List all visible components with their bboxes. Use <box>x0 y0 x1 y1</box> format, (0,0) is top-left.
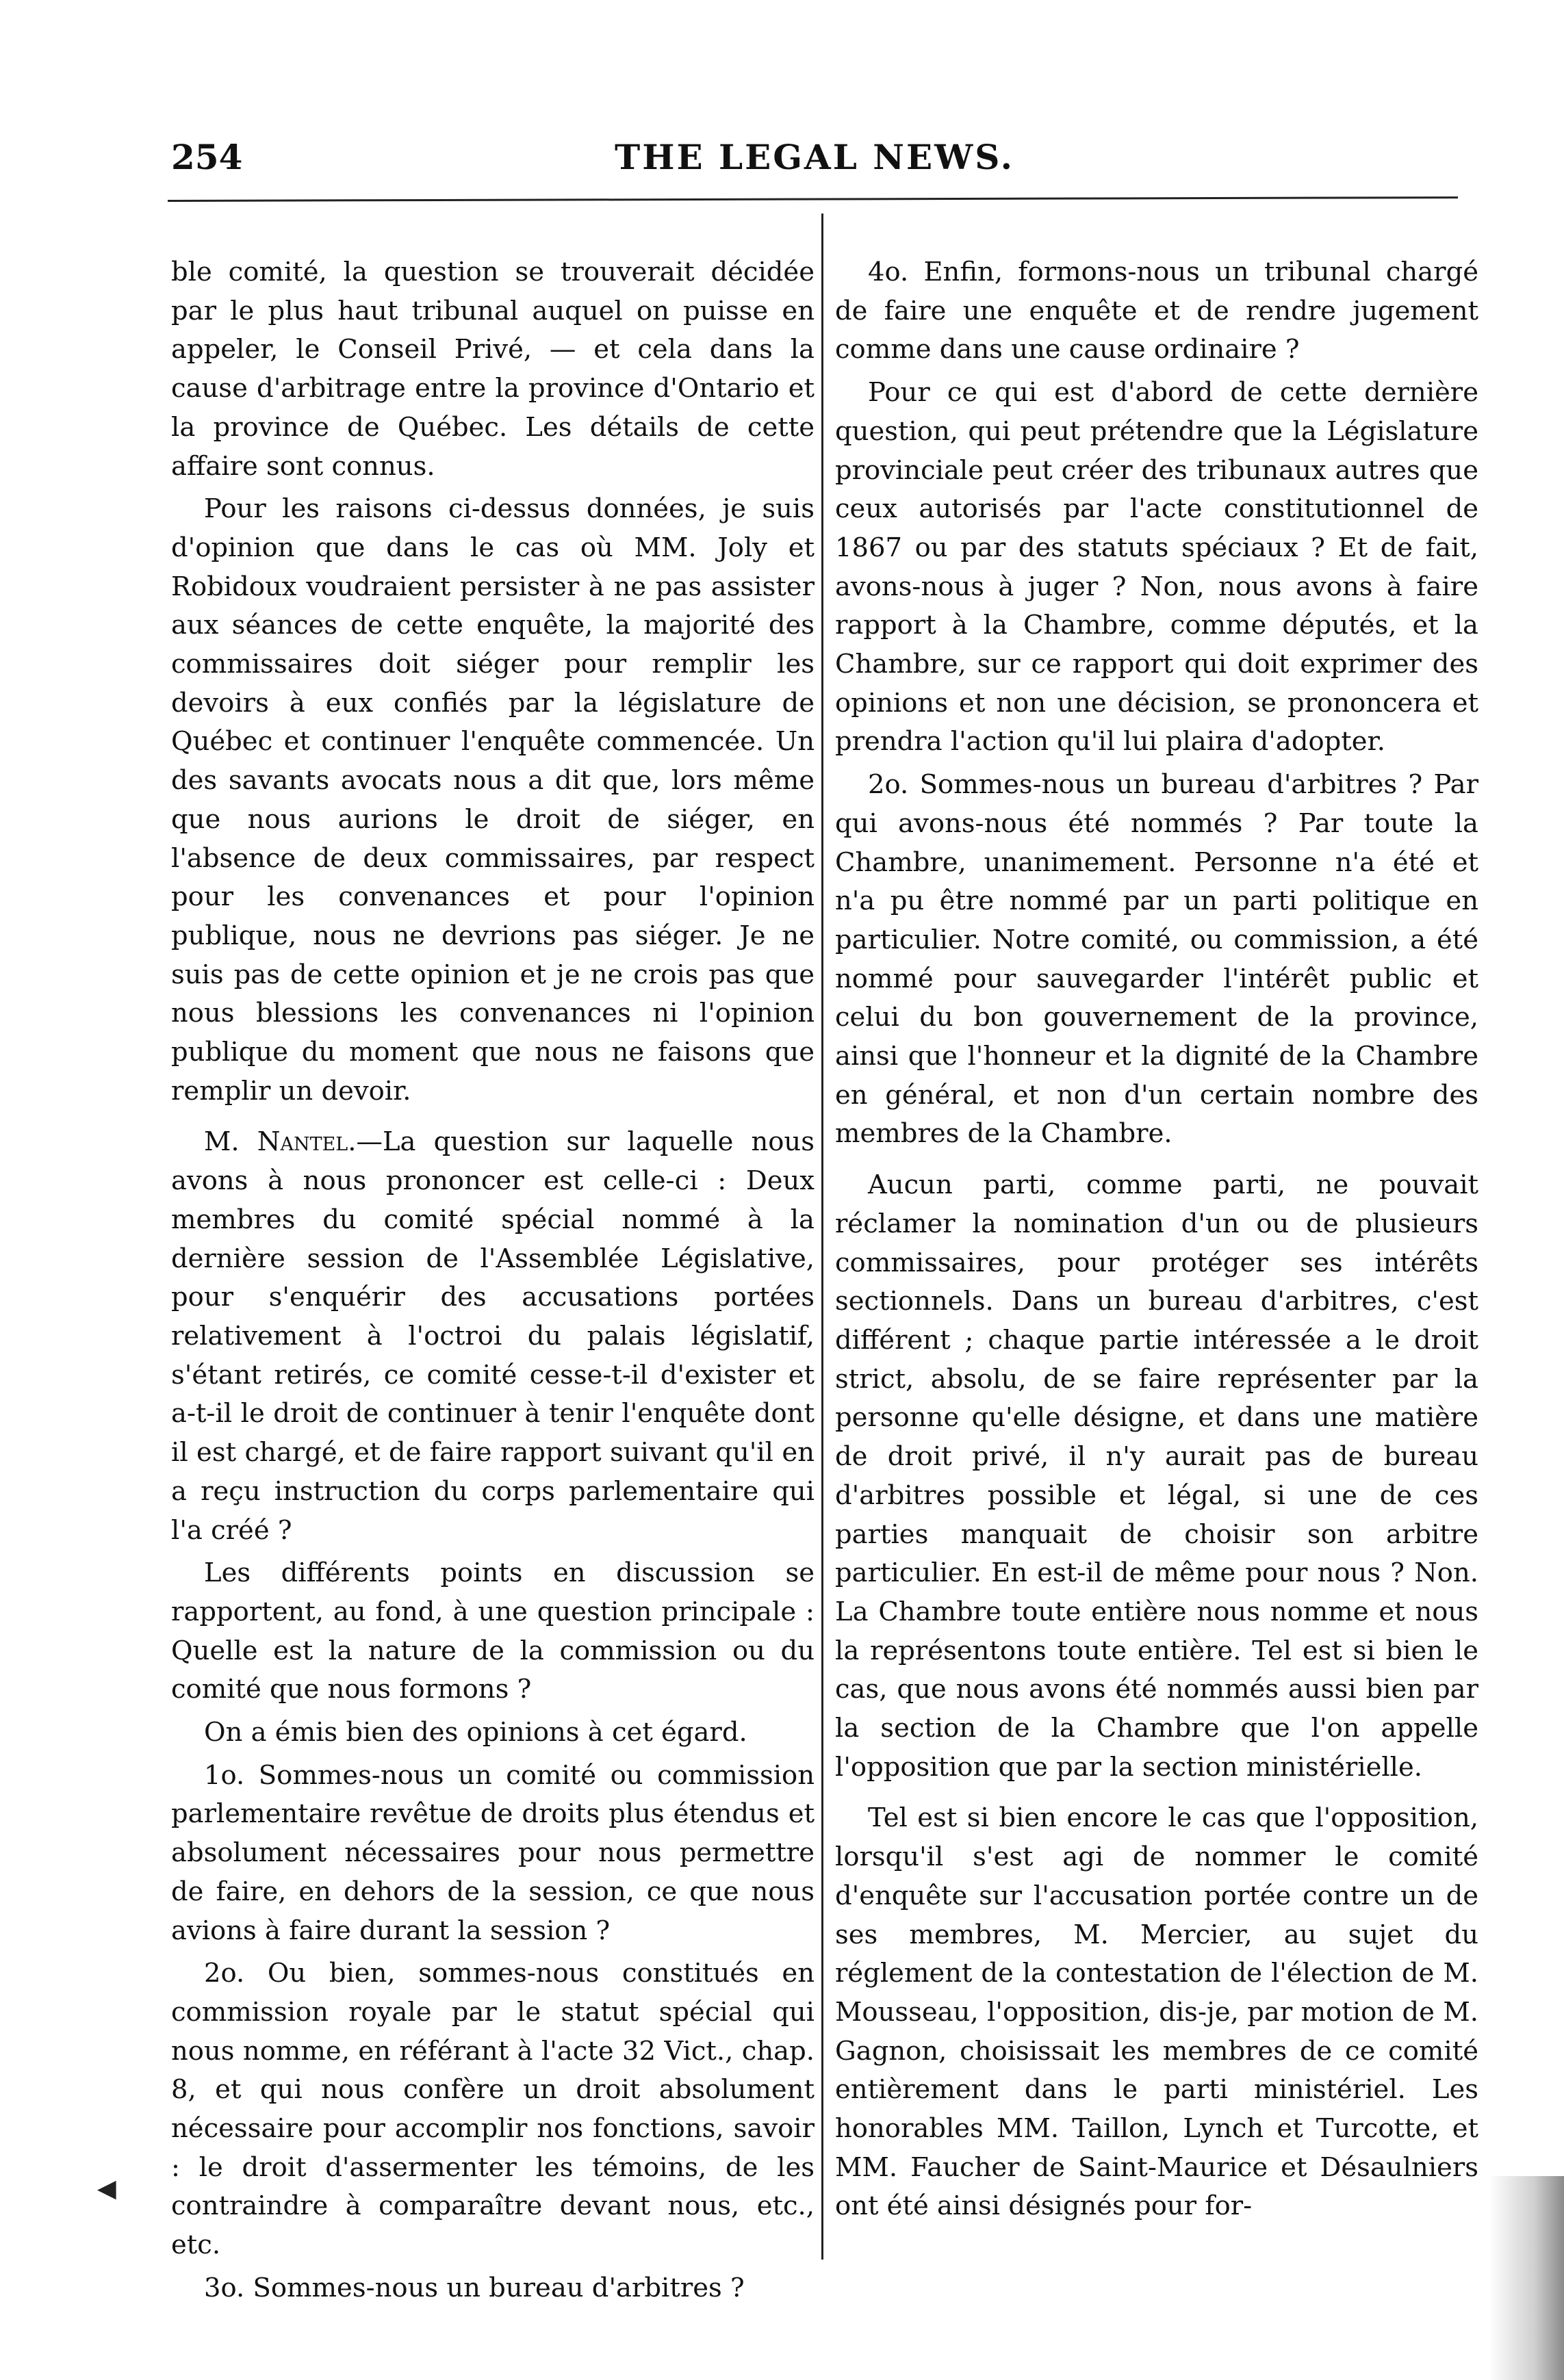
paragraph: 3o. Sommes-nous un bureau d'arbitres ? <box>204 2272 745 2303</box>
paragraph: ble comité, la question se trouverait décidée par le plus haut tribunal auquel on puisse en appeler, le Conseil Privé, — et cela dans la cause d'arbitrage entre la province d'Ontario et la province de Québec. Les détails de cette affaire sont connus. <box>171 257 815 482</box>
header-rule <box>168 196 1458 202</box>
paragraph-text: —La question sur laquelle nous avons à nous prononcer est celle-ci : Deux membres du comité spécial nommé à la dernière session de l'Assemblée Législative, pour s'enquérir des accusations portées relativement à l'octroi du palais législatif, s'étant retirés, ce comité cesse-t-il d'exister et a-t-il le droit de continuer à tenir l'enquête dont il est chargé, et de faire rapport suivant qu'il en a reçu instruction du corps parlementaire qui l'a créé ? <box>171 1126 815 1546</box>
page-header <box>171 137 1458 192</box>
paragraph: Tel est si bien encore le cas que l'opposition, lorsqu'il s'est agi de nommer le comité d'enquête sur l'accusation portée contre un de ses membres, M. Mercier, au sujet du réglement de la contestation de l'élection de M. Mousseau, l'opposition, dis-je, par motion de M. Gagnon, choisissait les membres de ce comité entièrement dans le parti ministériel. Les honorables MM. Taillon, Lynch et Turcotte, et MM. Faucher de Saint-Maurice et Désaulniers ont été ainsi désignés pour for- <box>835 1802 1478 2222</box>
paragraph: 4o. Enfin, formons-nous un tribunal chargé de faire une enquête et de rendre jugement comme dans une cause ordinaire ? <box>835 257 1478 365</box>
paragraph: Pour ce qui est d'abord de cette dernière question, qui peut prétendre que la Législature provinciale peut créer des tribunaux autres que ceux autorisés par l'acte constitutionnel de 1867 ou par des statuts spéciaux ? Et de fait, avons-nous à juger ? Non, nous avons à faire rapport à la Chambre, comme députés, et la Chambre, sur ce rapport qui doit exprimer des opinions et non une décision, se prononcera et prendra l'action qu'il lui plaira d'adopter. <box>835 377 1478 758</box>
page-number: 254 <box>171 137 243 177</box>
paragraph: 2o. Ou bien, sommes-nous constitués en commission royale par le statut spécial qui nous nomme, en référant à l'acte 32 Vict., chap. 8, et qui nous confère un droit absolument nécessaire pour accomplir nos fonctions, savoir : le droit d'assermenter les témoins, de les contraindre à comparaître devant nous, etc., etc. <box>171 1958 815 2261</box>
right-column <box>835 253 1478 2226</box>
paragraph <box>171 1123 815 1550</box>
page-edge-shadow <box>1489 2176 1564 2380</box>
paragraph: 1o. Sommes-nous un comité ou commission parlementaire revêtue de droits plus étendus et absolument nécessaires pour nous permettre de faire, en dehors de la session, ce que nous avions à faire durant la session ? <box>171 1759 815 1946</box>
paragraph: 2o. Sommes-nous un bureau d'arbitres ? Par qui avons-nous été nommés ? Par toute la Chambre, unanimement. Personne n'a été et n'a pu être nommé par un parti politique en particulier. Notre comité, ou commission, a été nommé pour sauvegarder l'intérêt public et celui du bon gouvernement de la province, ainsi que l'honneur et la dignité de la Chambre en général, et non d'un certain nombre des membres de la Chambre. <box>835 769 1478 1150</box>
paragraph: On a émis bien des opinions à cet égard. <box>204 1717 747 1748</box>
paragraph: Les différents points en discussion se rapportent, au fond, à une question principale : Quelle est la nature de la commission ou du comité que nous formons ? <box>171 1557 815 1705</box>
speaker-name: M. Nantel. <box>204 1126 357 1158</box>
left-column <box>171 253 815 2308</box>
paragraph: Pour les raisons ci-dessus données, je suis d'opinion que dans le cas où MM. Joly et Robidoux voudraient persister à ne pas assister aux séances de cette enquête, la majorité des commissaires doit siéger pour remplir les devoirs à eux confiés par la législature de Québec et continuer l'enquête commencée. Un des savants avocats nous a dit que, lors même que nous aurions le droit de siéger, en l'absence de deux commissaires, par respect pour les convenances et pour l'opinion publique, nous ne devrions pas siéger. Je ne suis pas de cette opinion et je ne crois pas que nous blessions les convenances ni l'opinion publique du moment que nous ne faisons que remplir un devoir. <box>171 493 815 1107</box>
margin-mark-icon: ◀ <box>97 2175 116 2203</box>
column-divider <box>821 214 823 2260</box>
paragraph: Aucun parti, comme parti, ne pouvait réclamer la nomination d'un ou de plusieurs commissaires, pour protéger ses intérêts sectionnels. Dans un bureau d'arbitres, c'est différent ; chaque partie intéressée a le droit strict, absolu, de se faire représenter par la personne qu'elle désigne, et dans une matière de droit privé, il n'y aurait pas de bureau d'arbitres possible et légal, si une de ces parties manquait de choisir son arbitre particulier. En est-il de même pour nous ? Non. La Chambre toute entière nous nomme et nous la représentons toute entière. Tel est si bien le cas, que nous avons été nommés aussi bien par la section de la Chambre que l'on appelle l'opposition que par la section ministérielle. <box>835 1169 1478 1783</box>
running-title: THE LEGAL NEWS. <box>615 137 1014 177</box>
